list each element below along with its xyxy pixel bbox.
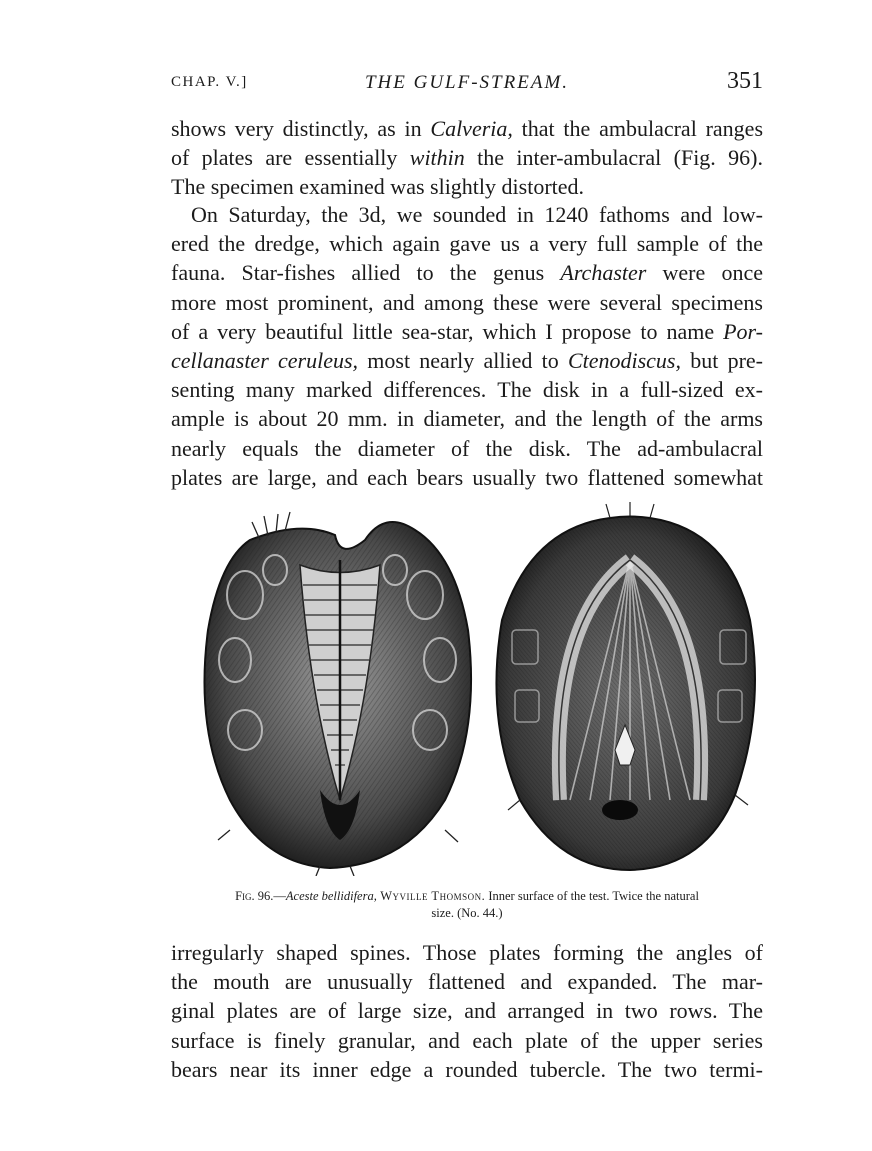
page-number: 351 (727, 68, 763, 94)
text-line: surface is finely granular, and each plate of the upper series (171, 1027, 763, 1053)
text-line: The specimen examined was slightly distorted. (171, 174, 585, 200)
text-line: cellanaster ceruleus, most nearly allied to Ctenodiscus, but pre- (171, 348, 763, 374)
text-line: of plates are essentially within the inter-ambulacral (Fig. 96). (171, 145, 763, 171)
text-line: ered the dredge, which again gave us a very full sample of the (171, 231, 763, 257)
test-right-view (496, 502, 755, 870)
text-line: On Saturday, the 3d, we sounded in 1240 fathoms and low- (191, 202, 763, 227)
paragraph-1 (171, 114, 763, 202)
text-line: plates are large, and each bears usually two flattened somewhat (171, 464, 763, 490)
text-line: fauna. Star-fishes allied to the genus Archaster were once (171, 260, 763, 286)
running-header (171, 68, 763, 98)
sea-urchin-illustration (190, 500, 760, 876)
text-line: nearly equals the diameter of the disk. The ad-ambulacral (171, 435, 763, 461)
test-left-view (204, 512, 471, 876)
text-line: more most prominent, and among these were several specimens (171, 289, 763, 315)
caption-line: size. (No. 44.) (431, 906, 503, 920)
text-line: ginal plates are of large size, and arranged in two rows. The (171, 998, 763, 1024)
text-line: shows very distinctly, as in Calveria, that the ambulacral ranges (171, 116, 763, 141)
figure-caption (171, 888, 763, 922)
caption-line: Fig. 96.—Aceste bellidifera, Wyville Thomson. Inner surface of the test. Twice the natural (235, 889, 699, 903)
text-line: senting many marked differences. The disk in a full-sized ex- (171, 377, 763, 403)
paragraph-2 (171, 200, 763, 492)
text-line: bears near its inner edge a rounded tubercle. The two termi- (171, 1056, 763, 1082)
text-line: the mouth are unusually flattened and expanded. The mar- (171, 969, 763, 995)
text-line: of a very beautiful little sea-star, which I propose to name Por- (171, 318, 763, 344)
text-line: ample is about 20 mm. in diameter, and the length of the arms (171, 406, 763, 432)
text-line: irregularly shaped spines. Those plates forming the angles of (171, 940, 763, 965)
running-title: THE GULF-STREAM. (364, 72, 570, 93)
paragraph-3 (171, 938, 763, 1084)
chapter-label: CHAP. V.] (171, 74, 248, 90)
